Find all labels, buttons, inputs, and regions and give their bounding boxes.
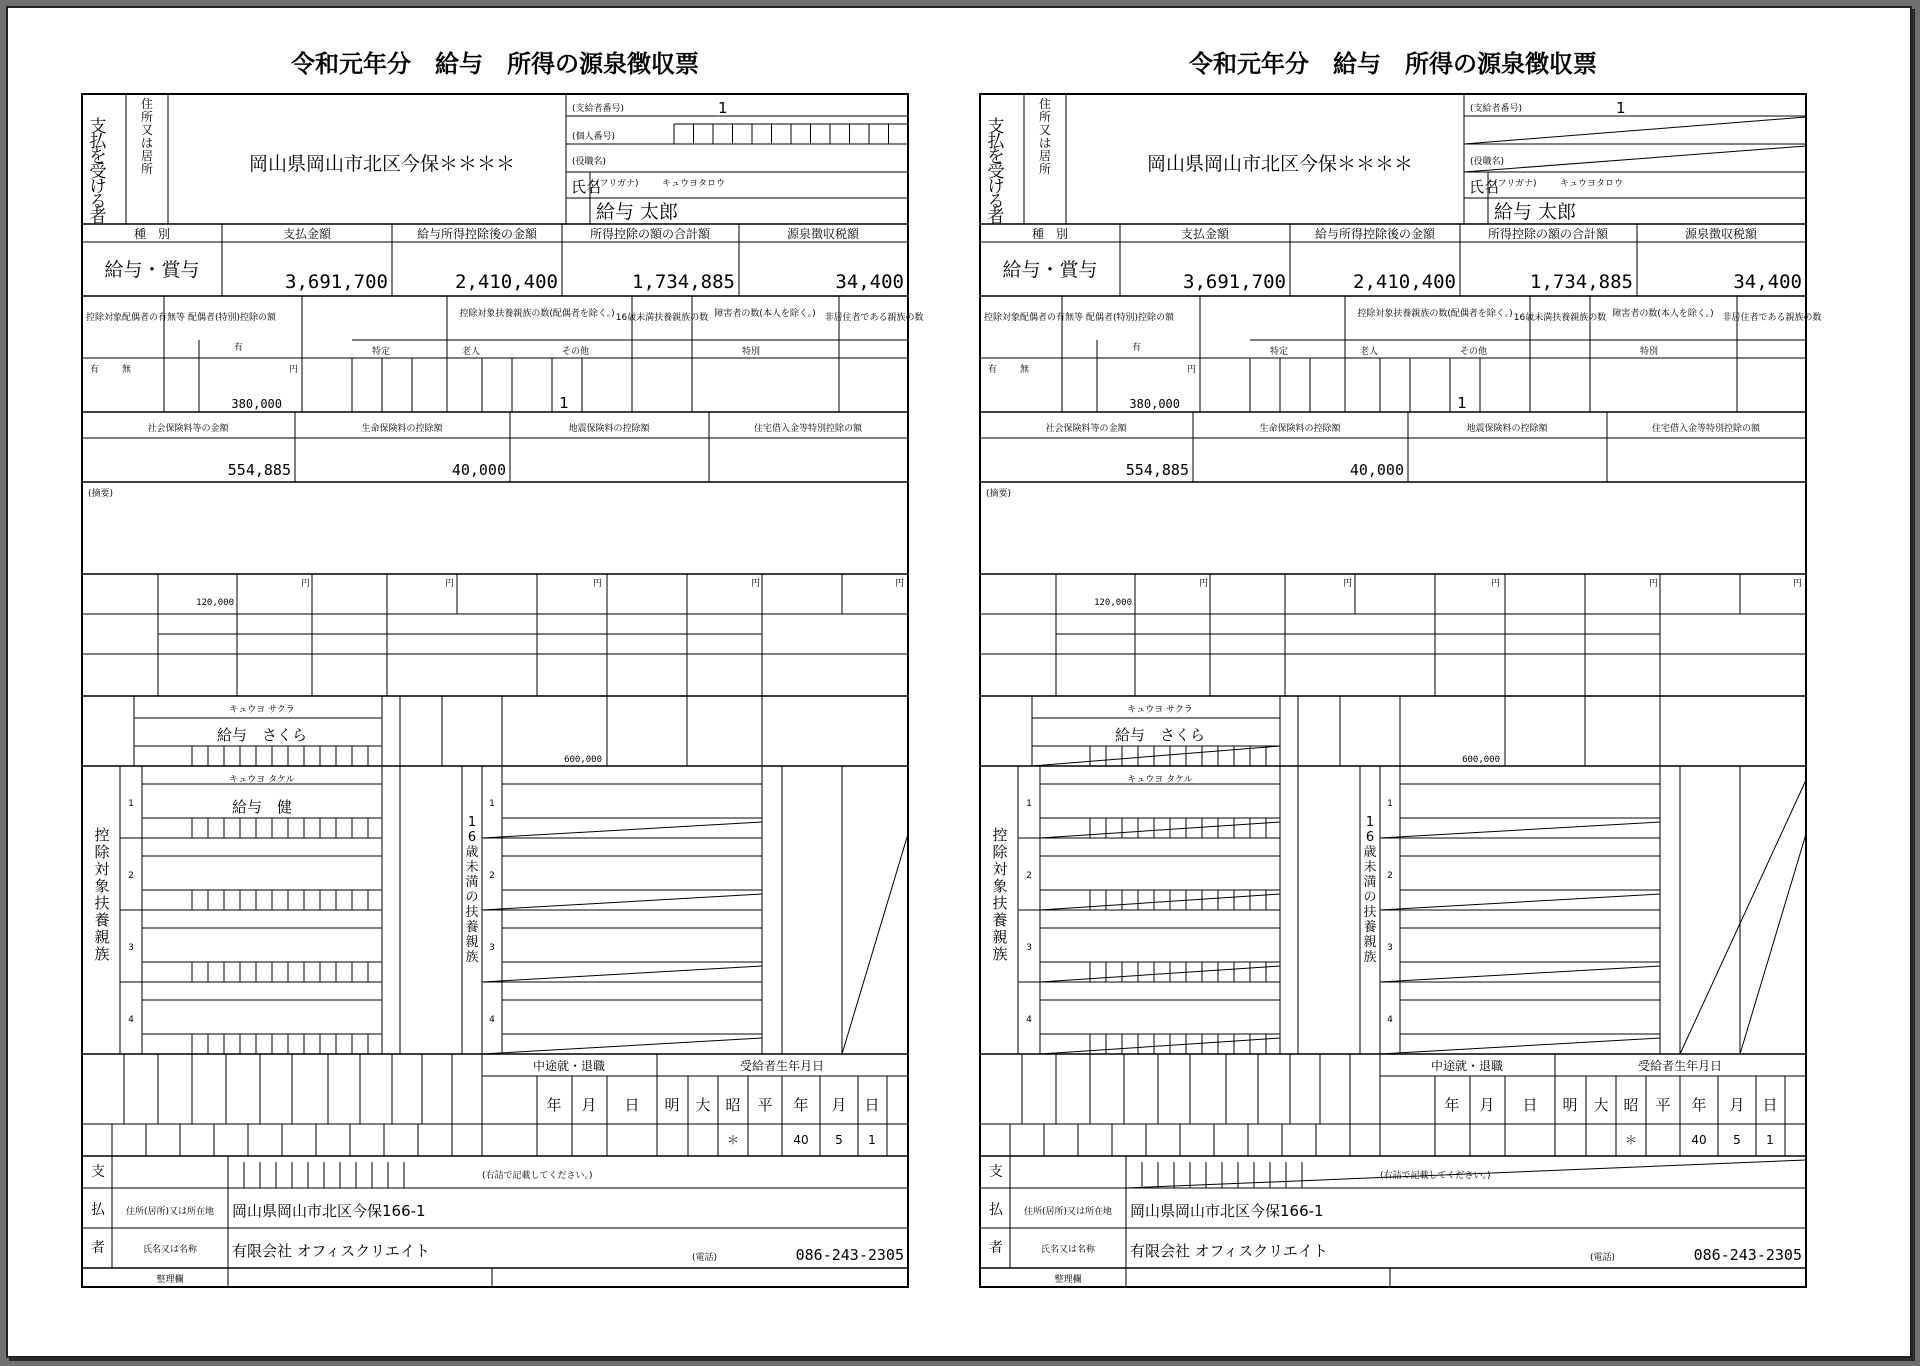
dependents-count-label: 控除対象扶養親族の数(配偶者を除く。) [459,309,615,319]
payer-number-label: (支給者番号) [1470,104,1523,114]
print-preview-page [6,6,1912,1358]
yen-unit: 円 [1198,579,1208,589]
under16-row-number: 1 [489,799,495,809]
life-insurance-label: 生命保険料の控除額 [361,424,443,434]
payee-address: 岡山県岡山市北区今保＊＊＊＊ [1146,153,1414,175]
under16-row-number: 4 [1387,1015,1393,1025]
yen-unit: 円 [750,579,760,589]
yen-unit: 円 [1186,365,1196,375]
grid-line [1040,1038,1280,1054]
dependents-side-label: 控除対象扶養親族 [94,826,110,963]
earthquake-insurance-label: 地震保険料の控除額 [1466,424,1548,434]
birth-year-label: 年 [1691,1096,1707,1114]
payer-name-label: 氏名又は名称 [142,1245,198,1255]
spouse-furigana: キュウヨ サクラ [229,705,295,715]
furigana-label: (フリガナ) [1494,179,1537,189]
era-meiji: 明 [1562,1096,1578,1114]
tax-col-label: 源泉徴収税額 [1684,227,1758,241]
withholding-tax-amount: 34,400 [835,271,904,293]
payee-furigana: キュウヨタロウ [1560,179,1624,189]
pay-col-label: 支払金額 [1180,227,1230,241]
mid-month-label: 月 [1479,1096,1495,1114]
era-taisho: 大 [1593,1096,1609,1114]
housing-loan-label: 住宅借入金等特別控除の額 [753,424,863,434]
payee-name: 給与 太郎 [596,201,679,223]
disabled-count-label: 障害者の数(本人を除く。) [714,309,816,319]
payer-side-label: 支払者 [91,1164,105,1256]
showa-mark: ＊ [1624,1133,1638,1147]
life-insurance-amount: 40,000 [451,461,506,479]
era-meiji: 明 [664,1096,680,1114]
era-heisei: 平 [757,1096,773,1114]
form-title: 令和元年分 給与 所得の源泉徴収票 [291,50,699,78]
payer-address: 岡山県岡山市北区今保166-1 [232,1202,426,1220]
nonresident-label: 非居住者である親族の数 [824,313,924,323]
withholding-slip-page [8,8,1910,1356]
under16-row-number: 4 [489,1015,495,1025]
none-label: 無 [1020,365,1030,375]
furigana-label: (フリガナ) [596,179,639,189]
total-deduction-amount: 1,734,885 [1530,271,1633,293]
has-label: 有 [90,365,100,375]
grid-line [1126,1160,1806,1188]
summary-label: (摘要) [986,489,1012,499]
spouse-yes-label: 有 [234,343,244,353]
right-align-note: (右詰で記載してください。) [482,1171,593,1181]
yen-unit: 円 [1490,579,1500,589]
grid-line [482,894,762,910]
earthquake-insurance-label: 地震保険料の控除額 [568,424,650,434]
after-deduction-amount: 2,410,400 [455,271,558,293]
spouse-deduction-amount: 380,000 [231,397,282,411]
office-use-label: 整理欄 [1054,1275,1082,1285]
spouse-deduction-label: 配偶者(特別)控除の額 [187,313,277,323]
dependent-row-number: 4 [128,1015,134,1025]
payee-furigana: キュウヨタロウ [662,179,726,189]
phone-label: (電話) [1590,1253,1616,1263]
withholding-slip-2 [980,50,1822,1287]
grid-line [1740,834,1806,1054]
other-dependents-count: 1 [559,394,569,412]
payer-phone: 086-243-2305 [795,1246,904,1264]
yen-unit: 円 [1342,579,1352,589]
after-col-label: 給与所得控除後の金額 [416,227,538,241]
payer-address: 岡山県岡山市北区今保166-1 [1130,1202,1324,1220]
under16-row-number: 3 [489,943,495,953]
mid-year-label: 年 [546,1096,562,1114]
payer-number: 1 [1616,99,1626,117]
deduct-col-label: 所得控除の額の合計額 [1487,227,1609,241]
dep-special-label: 特定 [372,347,391,357]
address-label: 住所又は居所 [1038,97,1052,176]
spouse-furigana: キュウヨ サクラ [1127,705,1193,715]
spouse-status-label: 控除対象配偶者の有無等 [86,313,186,323]
type-col-label: 種 別 [1031,227,1069,241]
grid-line [1464,117,1806,144]
spouse-status-label: 控除対象配偶者の有無等 [984,313,1084,323]
payer-address-label: 住所(居所)又は所在地 [1023,1207,1113,1217]
spouse-deduction-label: 配偶者(特別)控除の額 [1085,313,1175,323]
under16-side-label: 1 6 歳未満の扶養親族 [1363,815,1377,965]
yen-unit: 円 [288,365,298,375]
grid-line [842,834,908,1054]
era-showa: 昭 [1623,1096,1639,1114]
spouse-name: 給与 さくら [1114,726,1206,744]
birth-day: 1 [868,1133,876,1147]
income-type: 給与・賞与 [104,259,200,281]
grid-line [1380,894,1660,910]
payer-number-label: (支給者番号) [572,104,625,114]
name-label: 氏名 [571,178,602,196]
disabled-count-label: 障害者の数(本人を除く。) [1612,309,1714,319]
dependent-row-number: 2 [128,871,134,881]
dependent-1-furigana: キュウヨ タケル [1127,775,1193,785]
withholding-tax-amount: 34,400 [1733,271,1802,293]
spouse-name: 給与 さくら [216,726,308,744]
yen-unit: 円 [1648,579,1658,589]
mid-year-job-label: 中途就・退職 [532,1059,606,1073]
era-heisei: 平 [1655,1096,1671,1114]
nonresident-label: 非居住者である親族の数 [1722,313,1822,323]
under16-side-label: 1 6 歳未満の扶養親族 [465,815,479,965]
payee-side-label: 支払を受ける者 [89,117,107,227]
grid-line [1380,966,1660,982]
type-col-label: 種 別 [133,227,171,241]
name-label: 氏名 [1469,178,1500,196]
position-label: (役職名) [1470,157,1505,167]
mid-day-label: 日 [1522,1096,1538,1114]
payer-name: 有限会社 オフィスクリエイト [1130,1242,1328,1260]
yen-unit: 円 [592,579,602,589]
under16-row-number: 1 [1387,799,1393,809]
payment-amount: 3,691,700 [285,271,388,293]
mid-year-label: 年 [1444,1096,1460,1114]
grid-line [1464,146,1806,172]
total-deduction-amount: 1,734,885 [632,271,735,293]
pay-col-label: 支払金額 [282,227,332,241]
era-showa: 昭 [725,1096,741,1114]
phone-label: (電話) [692,1253,718,1263]
birth-day: 1 [1766,1133,1774,1147]
housing-loan-label: 住宅借入金等特別控除の額 [1651,424,1761,434]
none-label: 無 [122,365,132,375]
social-insurance-amount: 554,885 [227,461,291,479]
birth-year: 40 [793,1133,809,1147]
form-title: 令和元年分 給与 所得の源泉徴収票 [1189,50,1597,78]
life-insurance-label: 生命保険料の控除額 [1259,424,1341,434]
withholding-slip-1 [82,50,924,1287]
dependent-row-number: 1 [128,799,134,809]
dependent-1-furigana: キュウヨ タケル [229,775,295,785]
birthdate-label: 受給者生年月日 [1637,1059,1723,1073]
birthdate-label: 受給者生年月日 [739,1059,825,1073]
grid-line [1040,822,1280,838]
birth-year: 40 [1691,1133,1707,1147]
after-col-label: 給与所得控除後の金額 [1314,227,1436,241]
grid-line [1032,746,1280,766]
social-insurance-amount: 554,885 [1125,461,1189,479]
personal-number-label: (個人番号) [572,132,616,142]
new-life-insurance-amount: 120,000 [1094,598,1132,608]
spouse-deduction-amount: 380,000 [1129,397,1180,411]
payee-name: 給与 太郎 [1494,201,1577,223]
payer-name: 有限会社 オフィスクリエイト [232,1242,430,1260]
dependent-row-number: 4 [1026,1015,1032,1025]
social-insurance-label: 社会保険料等の金額 [147,424,229,434]
grid-line [482,966,762,982]
under16-row-number: 2 [1387,871,1393,881]
tax-col-label: 源泉徴収税額 [786,227,860,241]
grid-line [1380,822,1660,838]
under16-row-number: 2 [489,871,495,881]
social-insurance-label: 社会保険料等の金額 [1045,424,1127,434]
position-label: (役職名) [572,157,607,167]
dependent-row-number: 3 [128,943,134,953]
birth-day-label: 日 [1762,1096,1778,1114]
address-label: 住所又は居所 [140,97,154,176]
income-type: 給与・賞与 [1002,259,1098,281]
birth-month: 5 [1733,1133,1741,1147]
payee-side-label: 支払を受ける者 [987,117,1005,227]
payer-number: 1 [718,99,728,117]
payer-phone: 086-243-2305 [1693,1246,1802,1264]
grid-line [1680,780,1806,1054]
yen-unit: 円 [1792,579,1802,589]
grid-line [1380,1038,1660,1054]
disabled-special-label: 特別 [742,347,761,357]
summary-label: (摘要) [88,489,114,499]
spouse-income-amount: 600,000 [564,755,602,765]
birth-month-label: 月 [831,1096,847,1114]
payment-amount: 3,691,700 [1183,271,1286,293]
grid-line [1040,894,1280,910]
mid-month-label: 月 [581,1096,597,1114]
birth-year-label: 年 [793,1096,809,1114]
grid-line [482,822,762,838]
payer-name-label: 氏名又は名称 [1040,1245,1096,1255]
dep-other-label: その他 [562,347,590,357]
right-align-note: (右詰で記載してください。) [1380,1171,1491,1181]
yen-unit: 円 [444,579,454,589]
disabled-special-label: 特別 [1640,347,1659,357]
after-deduction-amount: 2,410,400 [1353,271,1456,293]
dependent-row-number: 2 [1026,871,1032,881]
spouse-yes-label: 有 [1132,343,1142,353]
dependent-row-number: 3 [1026,943,1032,953]
mid-year-job-label: 中途就・退職 [1430,1059,1504,1073]
payer-address-label: 住所(居所)又は所在地 [125,1207,215,1217]
mid-day-label: 日 [624,1096,640,1114]
under16-label: 16歳未満扶養親族の数 [615,313,709,323]
spouse-income-amount: 600,000 [1462,755,1500,765]
payee-address: 岡山県岡山市北区今保＊＊＊＊ [248,153,516,175]
grid-line [1040,966,1280,982]
payer-side-label: 支払者 [989,1164,1003,1256]
dependents-count-label: 控除対象扶養親族の数(配偶者を除く。) [1357,309,1513,319]
dep-elderly-label: 老人 [1360,347,1379,357]
dep-special-label: 特定 [1270,347,1289,357]
dep-elderly-label: 老人 [462,347,481,357]
deduct-col-label: 所得控除の額の合計額 [589,227,711,241]
other-dependents-count: 1 [1457,394,1467,412]
yen-unit: 円 [894,579,904,589]
under16-label: 16歳未満扶養親族の数 [1513,313,1607,323]
era-taisho: 大 [695,1096,711,1114]
grid-line [482,1038,762,1054]
office-use-label: 整理欄 [156,1275,184,1285]
has-label: 有 [988,365,998,375]
new-life-insurance-amount: 120,000 [196,598,234,608]
dep-other-label: その他 [1460,347,1488,357]
yen-unit: 円 [300,579,310,589]
birth-month-label: 月 [1729,1096,1745,1114]
dependent-1-name: 給与 健 [231,798,293,816]
birth-month: 5 [835,1133,843,1147]
dependents-side-label: 控除対象扶養親族 [992,826,1008,963]
dependent-row-number: 1 [1026,799,1032,809]
showa-mark: ＊ [726,1133,740,1147]
birth-day-label: 日 [864,1096,880,1114]
under16-row-number: 3 [1387,943,1393,953]
life-insurance-amount: 40,000 [1349,461,1404,479]
